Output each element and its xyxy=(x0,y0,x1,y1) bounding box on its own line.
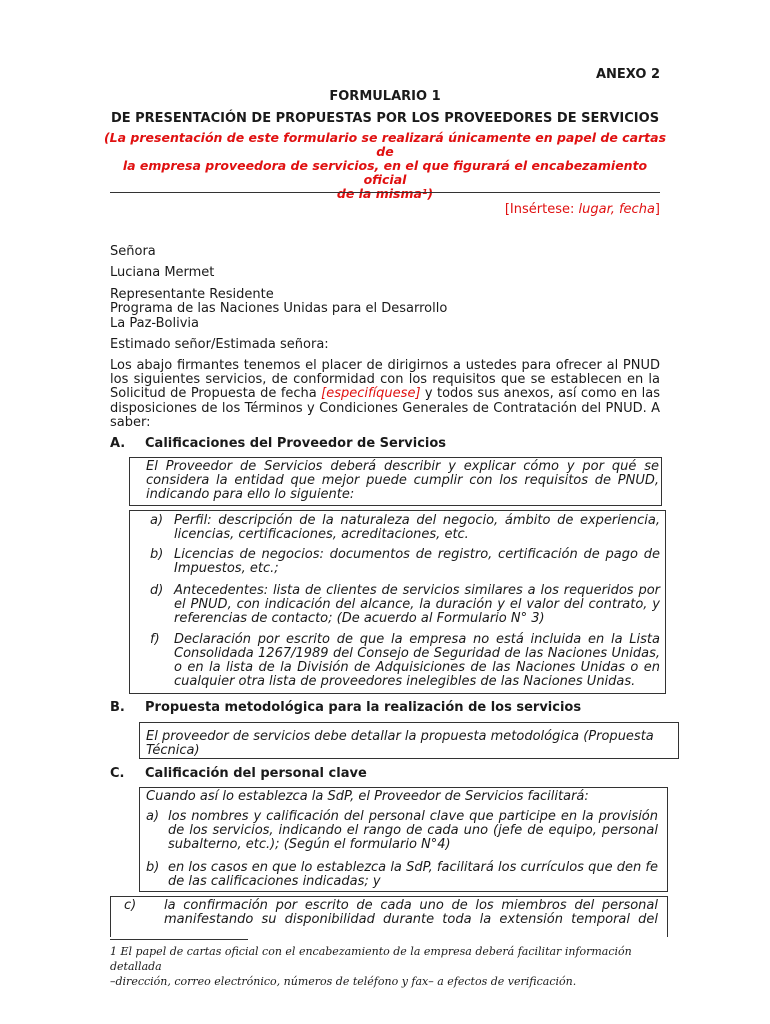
footnote-divider xyxy=(110,939,248,940)
list-item-label: a) xyxy=(146,809,160,824)
list-item-line: Impuestos, etc.; xyxy=(174,561,279,576)
list-item xyxy=(150,584,660,626)
list-item-line: de los servicios, indicando el rango de cada uno (jefe de equipo, personal xyxy=(168,823,658,838)
recipient-org: Programa de las Naciones Unidas para el Desarrollo xyxy=(110,301,448,316)
list-item-label: d) xyxy=(150,583,164,598)
list-item-label: c) xyxy=(124,898,137,913)
form-subtitle: DE PRESENTACIÓN DE PROPUESTAS POR LOS PROVEEDORES DE SERVICIOS xyxy=(110,111,660,126)
intro-line: Los abajo firmantes tenemos el placer de dirigirnos a ustedes para ofrecer al PNUD xyxy=(110,358,660,373)
box-line: indicando para ello lo siguiente: xyxy=(146,487,355,502)
place-date-open: [Insértese: xyxy=(504,202,579,217)
list-item xyxy=(150,548,660,576)
list-item-line: la confirmación por escrito de cada uno de los miembros del personal xyxy=(164,898,658,913)
list-item-label: b) xyxy=(146,860,160,875)
place-date-value: lugar, fecha xyxy=(578,202,655,217)
section-a-intro-text xyxy=(146,460,659,502)
form-note-line: de la misma¹) xyxy=(336,186,434,201)
salutation-title: Señora xyxy=(110,244,156,259)
box-line: Técnica) xyxy=(146,743,200,758)
section-b-box-text xyxy=(146,730,656,758)
recipient-role: Representante Residente xyxy=(110,287,274,302)
list-item-label: a) xyxy=(150,513,164,528)
list-item-line: Licencias de negocios: documentos de registro, certificación de pago de xyxy=(174,547,660,562)
list-item-line: Consolidada 1267/1989 del Consejo de Seguridad de las Naciones Unidas, xyxy=(174,646,660,661)
list-item xyxy=(146,810,658,852)
spec-placeholder: [especifíquese] xyxy=(321,386,421,402)
section-a-title: Calificaciones del Proveedor de Servicios xyxy=(145,436,447,451)
list-item xyxy=(150,633,660,689)
list-item xyxy=(124,899,658,927)
header-divider xyxy=(110,192,660,193)
form-note-line: (La presentación de este formulario se realizará únicamente en papel de cartas de xyxy=(103,130,667,159)
place-date-placeholder xyxy=(505,202,660,217)
list-item-line: el PNUD, con indicación del alcance, la duración y el valor del contrato, y xyxy=(174,597,660,612)
annex-label: ANEXO 2 xyxy=(595,67,660,82)
section-c-letter: C. xyxy=(110,766,125,781)
footnote-line: 1 El papel de cartas oficial con el encabezamiento de la empresa deberá facilitar información detallada xyxy=(110,945,632,973)
list-item-line: manifestando su disponibilidad durante toda la extensión temporal del xyxy=(164,912,658,927)
list-item-label: f) xyxy=(150,632,160,647)
recipient-city: La Paz-Bolivia xyxy=(110,316,199,331)
footnote-line: –dirección, correo electrónico, números de teléfono y fax– a efectos de verificación. xyxy=(110,975,577,988)
list-item-line: licencias, certificaciones, acreditaciones, etc. xyxy=(174,527,469,542)
list-item-line: de las calificaciones indicadas; y xyxy=(168,874,381,889)
list-item xyxy=(150,514,660,542)
greeting: Estimado señor/Estimada señora: xyxy=(110,337,329,352)
recipient-name: Luciana Mermet xyxy=(110,265,215,280)
intro-text: Solicitud de Propuesta de fecha xyxy=(110,386,322,402)
list-item-line: Perfil: descripción de la naturaleza del negocio, ámbito de experiencia, xyxy=(174,513,660,528)
intro-line: disposiciones de los Términos y Condiciones Generales de Contratación del PNUD. A xyxy=(110,400,660,416)
section-b-letter: B. xyxy=(110,700,125,715)
list-item-line: referencias de contacto; (De acuerdo al Formulario N° 3) xyxy=(174,611,545,626)
place-date-close: ] xyxy=(654,202,660,217)
box-line: El Proveedor de Servicios deberá describir y explicar cómo y por qué se xyxy=(146,459,659,474)
list-item-line: o en la lista de la División de Adquisiciones de las Naciones Unidas o en xyxy=(174,660,660,675)
list-item-line: subalterno, etc.); (Según el formulario N°4) xyxy=(168,837,451,852)
form-note-line: la empresa proveedora de servicios, en el que figurará el encabezamiento oficial xyxy=(122,158,648,187)
box-line: El proveedor de servicios debe detallar la propuesta metodológica (Propuesta xyxy=(146,729,654,744)
intro-line: los siguientes servicios, de conformidad con los requisitos que se establecen en la xyxy=(110,372,660,388)
section-c-box-intro: Cuando así lo establezca la SdP, el Proveedor de Servicios facilitará: xyxy=(146,789,589,804)
section-b-title: Propuesta metodológica para la realización de los servicios xyxy=(145,700,582,715)
list-item-line: Declaración por escrito de que la empresa no está incluida en la Lista xyxy=(174,632,660,647)
list-item-line: los nombres y calificación del personal clave que participe en la provisión xyxy=(168,809,658,824)
intro-text: y todos sus anexos, así como en las xyxy=(420,386,660,402)
list-item-line: en los casos en que lo establezca la SdP, facilitará los currículos que den fe xyxy=(168,860,658,875)
intro-paragraph xyxy=(110,359,660,430)
form-note xyxy=(100,131,670,201)
form-title: FORMULARIO 1 xyxy=(329,89,441,104)
section-c-title: Calificación del personal clave xyxy=(145,766,367,781)
box-line: considera la entidad que mejor puede cumplir con los requisitos de PNUD, xyxy=(146,473,659,488)
footnote xyxy=(110,944,670,989)
intro-line: saber: xyxy=(110,414,151,430)
section-a-letter: A. xyxy=(110,436,126,451)
list-item-line: cualquier otra lista de proveedores inelegibles de las Naciones Unidas. xyxy=(174,674,636,689)
list-item-label: b) xyxy=(150,547,164,562)
intro-line xyxy=(110,387,660,401)
list-item-line: Antecedentes: lista de clientes de servicios similares a los requeridos por xyxy=(174,583,660,598)
list-item xyxy=(146,861,658,889)
